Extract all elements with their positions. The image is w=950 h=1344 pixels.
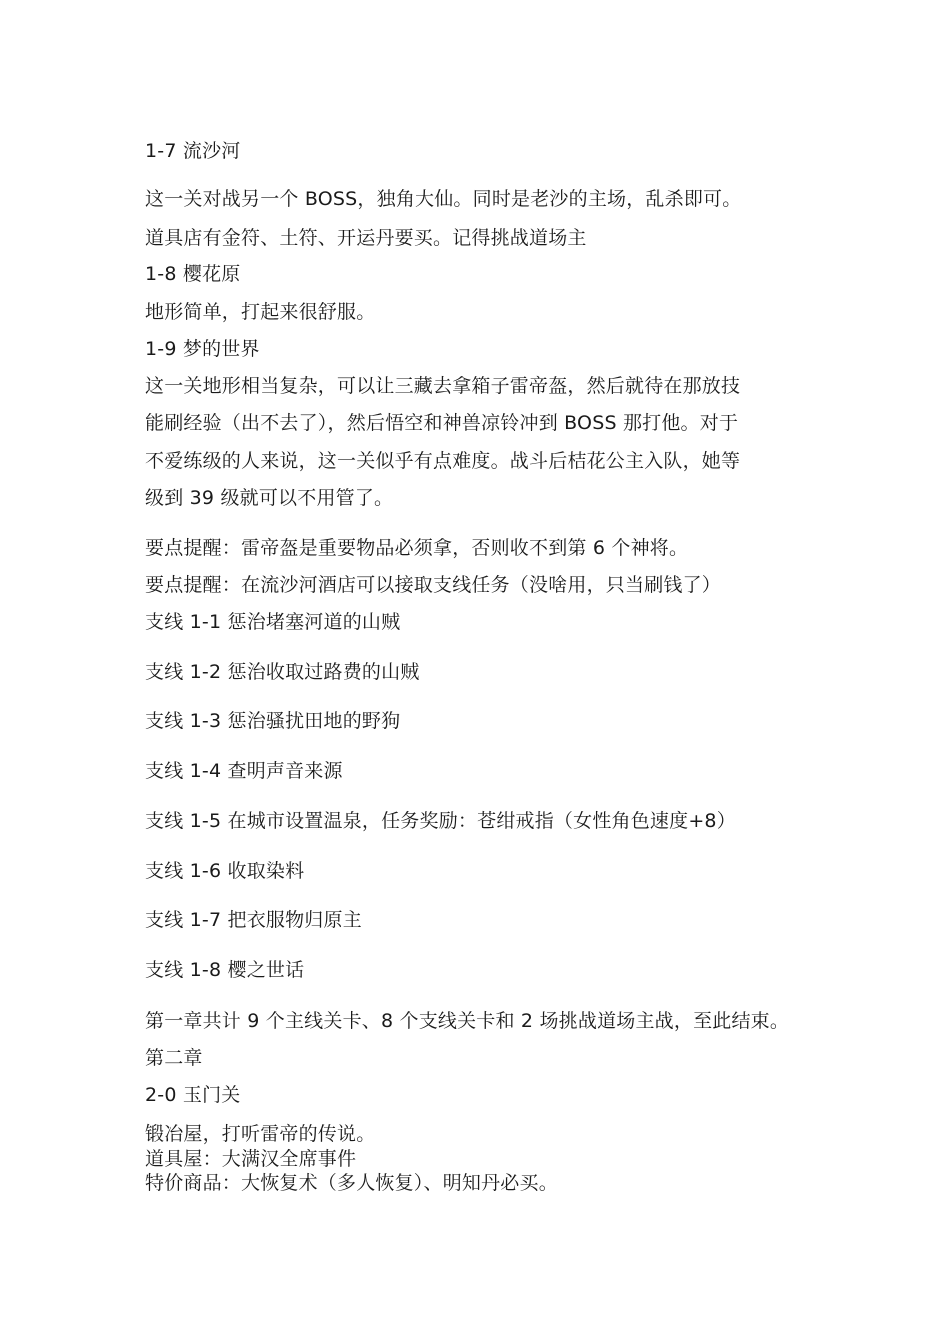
paragraph-line: 道具屋：大满汉全席事件 xyxy=(145,1148,357,1170)
paragraph-line: 级到 39 级就可以不用管了。 xyxy=(145,487,394,509)
paragraph-line: 锻冶屋，打听雷帝的传说。 xyxy=(145,1123,376,1145)
side-quest-1-4: 支线 1-4 查明声音来源 xyxy=(145,760,343,782)
paragraph-line: 能刷经验（出不去了），然后悟空和神兽凉铃冲到 BOSS 那打他。对于 xyxy=(145,412,739,434)
paragraph-line: 这一关对战另一个 BOSS，独角大仙。同时是老沙的主场，乱杀即可。 xyxy=(145,188,742,210)
paragraph-line: 这一关地形相当复杂，可以让三藏去拿箱子雷帝盔，然后就待在那放技 xyxy=(145,375,741,397)
side-quest-1-5: 支线 1-5 在城市设置温泉，任务奖励：苍绀戒指（女性角色速度+8） xyxy=(145,810,736,832)
paragraph-line: 不爱练级的人来说，这一关似乎有点难度。战斗后桔花公主入队，她等 xyxy=(145,450,741,472)
tip-line: 要点提醒：雷帝盔是重要物品必须拿，否则收不到第 6 个神将。 xyxy=(145,537,689,559)
paragraph-line: 道具店有金符、土符、开运丹要买。记得挑战道场主 xyxy=(145,227,587,249)
paragraph-line: 特价商品：大恢复术（多人恢复）、明知丹必买。 xyxy=(145,1172,558,1194)
section-heading-2-0: 2-0 玉门关 xyxy=(145,1084,241,1106)
section-heading-1-8: 1-8 樱花原 xyxy=(145,263,241,285)
chapter-heading: 第二章 xyxy=(145,1047,203,1069)
section-heading-1-9: 1-9 梦的世界 xyxy=(145,338,260,360)
side-quest-1-2: 支线 1-2 惩治收取过路费的山贼 xyxy=(145,661,420,683)
paragraph-line: 地形简单，打起来很舒服。 xyxy=(145,301,376,323)
side-quest-1-7: 支线 1-7 把衣服物归原主 xyxy=(145,909,362,931)
side-quest-1-6: 支线 1-6 收取染料 xyxy=(145,860,305,882)
chapter-summary: 第一章共计 9 个主线关卡、8 个支线关卡和 2 场挑战道场主战，至此结束。 xyxy=(145,1010,790,1032)
section-heading-1-7: 1-7 流沙河 xyxy=(145,140,241,162)
side-quest-1-1: 支线 1-1 惩治堵塞河道的山贼 xyxy=(145,611,401,633)
side-quest-1-8: 支线 1-8 樱之世话 xyxy=(145,959,305,981)
tip-line: 要点提醒：在流沙河酒店可以接取支线任务（没啥用，只当刷钱了） xyxy=(145,574,722,596)
side-quest-1-3: 支线 1-3 惩治骚扰田地的野狗 xyxy=(145,710,401,732)
